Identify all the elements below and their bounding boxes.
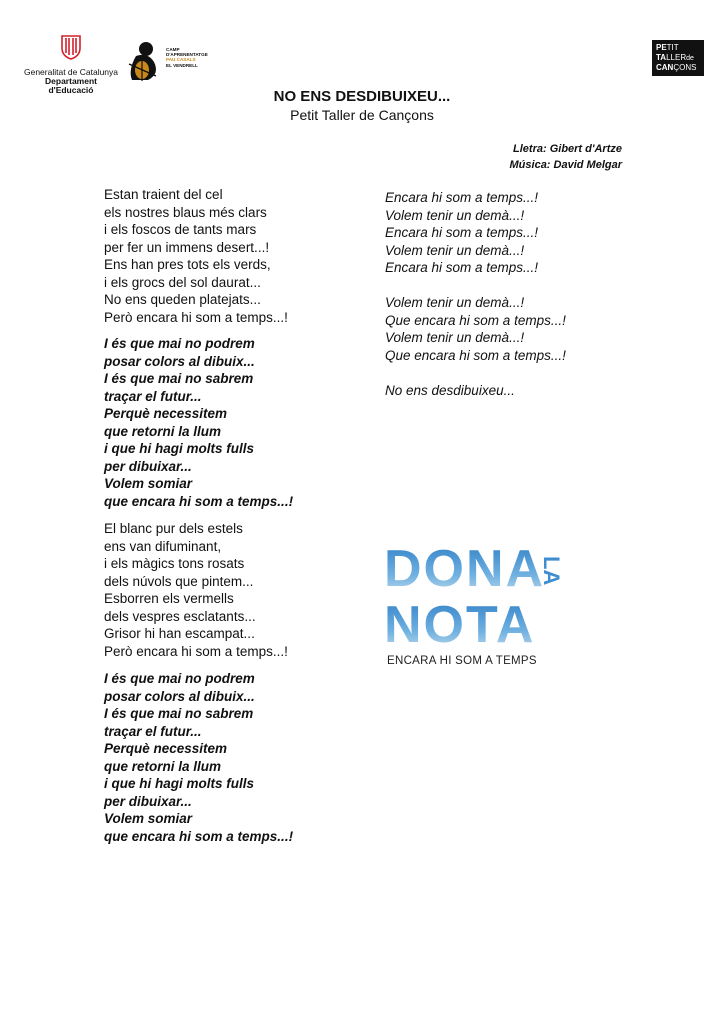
lyric-line: Grisor hi han escampat... [104,626,255,641]
dona-word: DONA [384,540,546,598]
chorus-line: que retorni la llum [104,758,222,774]
camp-line-1: CAMP [166,47,180,52]
ptc-logo-line-1: PETIT [656,43,679,52]
lyric-line: El blanc pur dels estels [104,521,243,536]
song-credits [510,142,622,173]
chorus-line: que encara hi som a temps...! [104,828,294,844]
lyric-line: Però encara hi som a temps...! [104,309,288,325]
logo-tagline: ENCARA HI SOM A TEMPS [387,655,537,667]
chorus-line: Volem somiar [104,476,193,491]
chorus-line: per dibuixar... [104,458,192,474]
closing-line: No ens desdibuixeu... [385,382,515,398]
refrain-line: Volem tenir un demà...! [385,207,525,223]
chorus-line: Perquè necessitem [104,406,228,421]
chorus-line: que encara hi som a temps...! [104,493,294,509]
lyric-line: els nostres blaus més clars [104,204,267,220]
refrain-line: Encara hi som a temps...! [385,225,539,240]
refrain-line: Volem tenir un demà...! [385,330,525,345]
chorus-line: posar colors al dibuix... [104,688,255,704]
lyric-line: per fer un immens desert...! [104,239,270,255]
chorus-line: I és que mai no sabrem [104,706,254,721]
refrain-line: Volem tenir un demà...! [385,242,525,258]
refrain-block-1 [385,189,566,277]
lyric-line: dels núvols que pintem... [104,573,254,589]
chorus-line: traçar el futur... [104,388,202,404]
lyric-line: i els grocs del sol daurat... [104,274,261,290]
camp-line-2: D'APRENENTATGE [166,52,208,58]
chorus-2 [104,670,293,845]
chorus-line: i que hi hagi molts fulls [104,776,255,791]
verse-2 [104,520,293,660]
refrain-line: Encara hi som a temps...! [385,190,539,205]
la-word: LA [539,556,564,586]
chorus-line: I és que mai no podrem [104,671,255,686]
lyrics-credit: Lletra: Gibert d'Artze [513,143,622,155]
chorus-line: que retorni la llum [104,423,222,439]
camp-line-4: EL VENDRELL [166,62,198,68]
song-subtitle: Petit Taller de Cançons [290,107,434,123]
refrain-line: Volem tenir un demà...! [385,295,525,310]
camp-aprenentatge-logo [126,40,216,84]
lyric-line: i els màgics tons rosats [104,556,245,571]
chorus-line: I és que mai no podrem [104,336,255,351]
chorus-line: per dibuixar... [104,793,192,809]
petit-taller-logo [652,40,704,76]
department-label: Departament [45,76,97,86]
camp-line-3: PAU CASALS [166,57,196,63]
generalitat-logo [22,34,120,95]
chorus-1 [104,335,293,510]
camp-text [166,47,208,68]
lyric-line: dels vespres esclatants... [104,608,256,624]
ptc-logo-line-3: CANÇONS [656,63,697,72]
refrain-line: Encara hi som a temps...! [385,260,539,275]
lyric-line: Ens han pres tots els verds, [104,257,271,272]
song-title: NO ENS DESDIBUIXEU... [273,88,451,105]
lyric-line: i els foscos de tants mars [104,222,257,237]
music-credit: Música: David Melgar [509,158,622,171]
lyric-line: Esborren els vermells [104,591,234,606]
ptc-logo-line-2: TALLERde [656,52,694,62]
refrain-line: Que encara hi som a temps...! [385,312,566,328]
refrain-block-2 [385,294,566,364]
nota-word: NOTA [384,596,536,654]
lyrics-right-column [385,189,566,399]
lyric-line: ens van difuminant, [104,538,222,554]
chorus-line: i que hi hagi molts fulls [104,441,255,456]
chorus-line: I és que mai no sabrem [104,371,254,386]
chorus-line: posar colors al dibuix... [104,353,255,369]
lyric-line: Però encara hi som a temps...! [104,643,288,659]
chorus-line: Volem somiar [104,811,193,826]
lyrics-left-column [104,186,293,845]
refrain-line: Que encara hi som a temps...! [385,347,566,363]
cellist-silhouette-icon [126,40,166,82]
verse-1 [104,186,293,326]
department-education-label: d'Educació [48,85,94,95]
chorus-line: Perquè necessitem [104,741,228,756]
lyric-line: Estan traient del cel [104,187,223,202]
generalitat-name: Generalitat de Catalunya [23,67,119,77]
lyric-line: No ens queden platejats... [104,292,261,307]
generalitat-emblem-icon [60,34,82,60]
chorus-line: traçar el futur... [104,723,202,739]
